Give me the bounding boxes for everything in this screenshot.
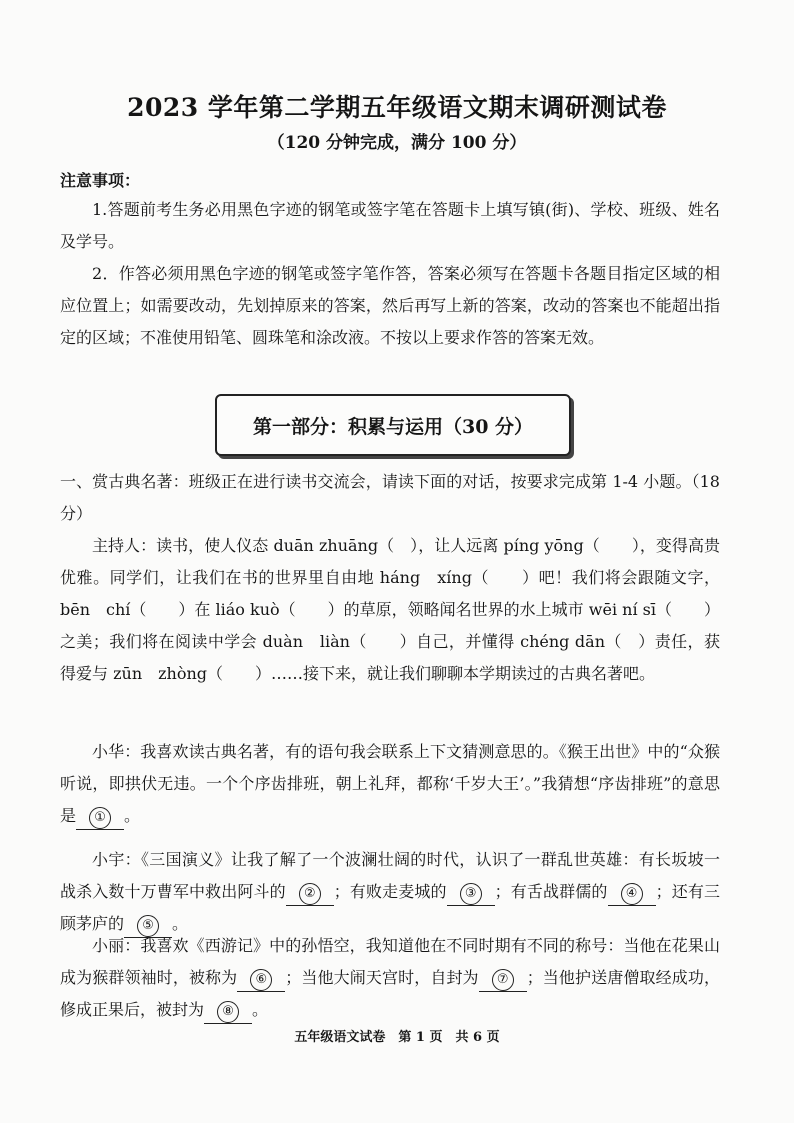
notice-item-2: 2．作答必须用黑色字迹的钢笔或签字笔作答，答案必须写在答题卡各题目指定区域的相应位置上；如需要改动，先划掉原来的答案，然后再写上新的答案，改动的答案也不能超出指定的区域；不准使用铅笔、圆珠笔和涂改液。不按以上要求作答的答案无效。 <box>60 264 720 347</box>
answer-blank-1[interactable] <box>76 805 124 830</box>
xiaoyu-text-d: ；还有三顾茅庐的 <box>60 882 720 933</box>
blank-mark-2: ② <box>299 883 321 905</box>
xiaohua-end: 。 <box>124 806 141 825</box>
xiaoyu-text-c: ；有舌战群儒的 <box>494 882 608 901</box>
blank-mark-4: ④ <box>621 883 643 905</box>
notice-item-1: 1.答题前考生务必用黑色字迹的钢笔或签字笔在答题卡上填写镇(街)、学校、班级、姓名及学号。 <box>60 200 720 251</box>
xiaohua-text: 小华：我喜欢读古典名著，有的语句我会联系上下文猜测意思的。《猴王出世》中的“众猴听说，即拱伏无违。一个个序齿排班，朝上礼拜，都称‘千岁大王’。”我猜想“序齿排班”的意思是 <box>60 742 720 825</box>
section-title: 第一部分：积累与运用（30 分） <box>252 415 534 438</box>
xiaoyu-text-a: 小宇：《三国演义》让我了解了一个波澜壮阔的时代，认识了一群乱世英雄：有长坂坡一战杀入数十万曹军中救出阿斗的 <box>60 850 720 901</box>
answer-blank-3[interactable] <box>447 881 495 906</box>
host-dialogue: 主持人：读书，使人仪态 duān zhuāng（ ），让人远离 píng yōng（ ），变得高贵优雅。同学们，让我们在书的世界里自由地 háng xíng（ ）吧！我们将会跟随文字，bēn chí（ ）在 liáo kuò（ ）的草原，领略闻名世界的水上城市 wēi ní sī（ ）之美；我们将在阅读中学会 duàn liàn（ ）自己，并懂得 chéng dān（ ）责任，获得爱与 zūn zhòng（ ）……接下来，就让我们聊聊本学期读过的古典名著吧。 <box>60 536 720 683</box>
xiaoli-text-d: 。 <box>252 1000 269 1019</box>
answer-blank-6[interactable] <box>237 967 285 992</box>
blank-mark-8: ⑧ <box>217 1001 239 1023</box>
answer-blank-2[interactable] <box>286 881 334 906</box>
page-footer: 五年级语文试卷 第 1 页 共 6 页 <box>294 1030 500 1045</box>
question-1-prompt: 一、赏古典名著：班级正在进行读书交流会，请读下面的对话，按要求完成第 1-4 小题。（18 分） <box>60 472 720 523</box>
blank-mark-1: ① <box>89 807 111 829</box>
xiaoyu-dialogue <box>60 844 720 940</box>
blank-mark-3: ③ <box>460 883 482 905</box>
blank-mark-7: ⑦ <box>492 969 514 991</box>
xiaohua-dialogue <box>60 736 720 832</box>
answer-blank-4[interactable] <box>608 881 656 906</box>
blank-mark-5: ⑤ <box>137 915 159 937</box>
xiaoli-dialogue <box>60 930 720 1026</box>
blank-mark-6: ⑥ <box>250 969 272 991</box>
xiaoli-text-a: 小丽：我喜欢《西游记》中的孙悟空，我知道他在不同时期有不同的称号：当他在花果山成为猴群领袖时，被称为 <box>60 936 720 987</box>
xiaoyu-text-e: 。 <box>172 914 189 933</box>
answer-blank-7[interactable] <box>479 967 527 992</box>
notice-heading: 注意事项： <box>60 171 141 190</box>
xiaoyu-text-b: ；有败走麦城的 <box>333 882 447 901</box>
exam-title: 2023 学年第二学期五年级语文期末调研测试卷 <box>127 93 667 122</box>
section-title-box <box>215 394 571 456</box>
exam-subtitle: （120 分钟完成，满分 100 分） <box>267 133 527 153</box>
xiaoli-text-b: ；当他大闹天宫时，自封为 <box>285 968 479 987</box>
answer-blank-8[interactable] <box>204 999 252 1024</box>
xiaoli-text-c: ；当他护送唐僧取经成功，修成正果后，被封为 <box>60 968 720 1019</box>
